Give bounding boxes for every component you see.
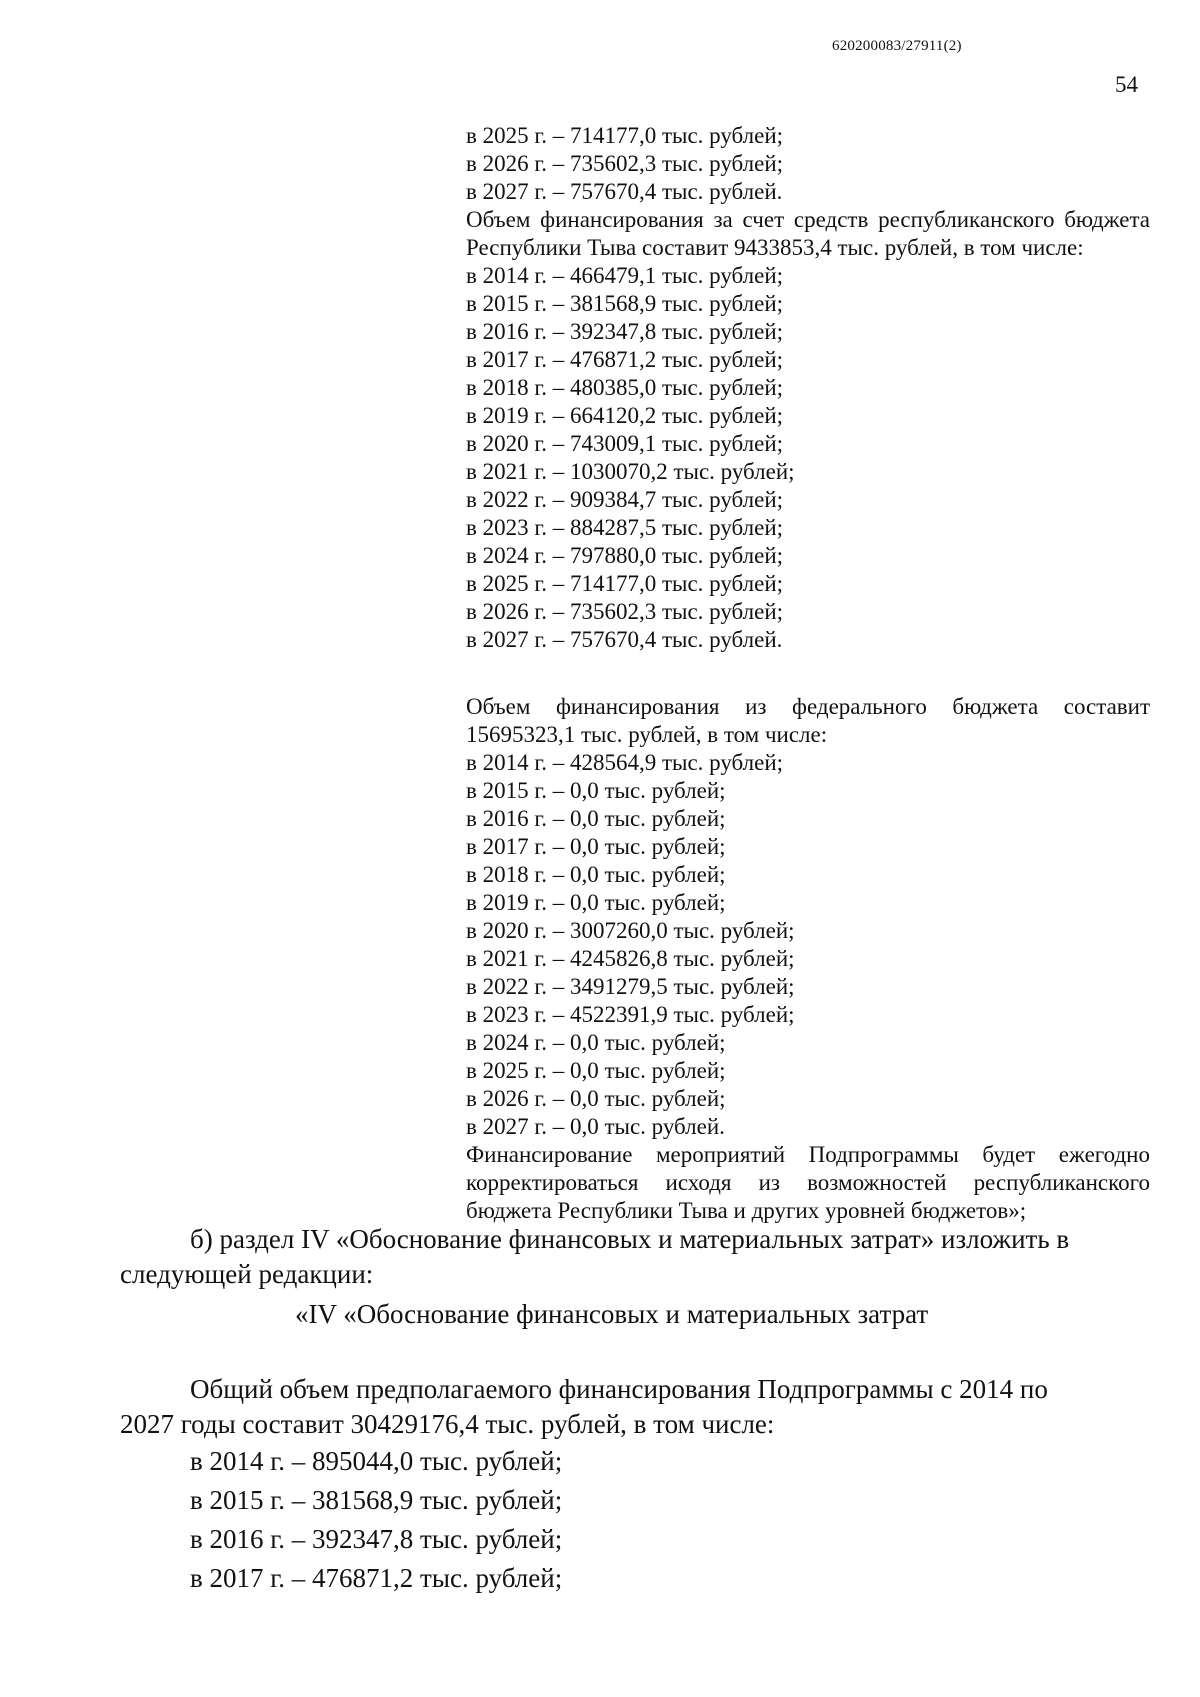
list-item: в 2023 г. – 4522391,9 тыс. рублей;	[466, 1002, 795, 1027]
list-item: в 2023 г. – 884287,5 тыс. рублей;	[466, 515, 784, 540]
list-item: в 2026 г. – 735602,3 тыс. рублей;	[466, 151, 784, 176]
list-item: в 2021 г. – 1030070,2 тыс. рублей;	[466, 459, 795, 484]
list-item: в 2014 г. – 466479,1 тыс. рублей;	[466, 263, 784, 288]
list-item: в 2016 г. – 392347,8 тыс. рублей;	[466, 319, 784, 344]
list-item: в 2015 г. – 0,0 тыс. рублей;	[466, 778, 726, 803]
list-item: в 2024 г. – 797880,0 тыс. рублей;	[466, 543, 784, 568]
list-item: в 2016 г. – 392347,8 тыс. рублей;	[190, 1524, 563, 1554]
funding-column-lower	[466, 693, 1150, 1225]
list-item: в 2025 г. – 0,0 тыс. рублей;	[466, 1058, 726, 1083]
closing-note: Финансирование мероприятий Подпрограммы будет ежегодно корректироваться исходя из возможностей республиканского бюджета Республики Тыва и других уровней бюджетов»;	[466, 1142, 1150, 1223]
list-item: в 2020 г. – 3007260,0 тыс. рублей;	[466, 918, 795, 943]
amendment-line-1: б) раздел IV «Обоснование финансовых и материальных затрат» изложить в	[190, 1224, 1070, 1254]
list-item: в 2017 г. – 0,0 тыс. рублей;	[466, 834, 726, 859]
list-item: в 2027 г. – 0,0 тыс. рублей.	[466, 1114, 725, 1139]
list-item: в 2017 г. – 476871,2 тыс. рублей;	[190, 1563, 563, 1593]
list-item: в 2014 г. – 428564,9 тыс. рублей;	[466, 750, 784, 775]
list-item: в 2019 г. – 0,0 тыс. рублей;	[466, 890, 726, 915]
list-item: в 2027 г. – 757670,4 тыс. рублей.	[466, 627, 783, 652]
list-item: в 2024 г. – 0,0 тыс. рублей;	[466, 1030, 726, 1055]
list-item: в 2022 г. – 3491279,5 тыс. рублей;	[466, 974, 795, 999]
document-id: 620200083/27911(2)	[832, 38, 962, 54]
summary-line-2: 2027 годы составит 30429176,4 тыс. рублей, в том числе:	[120, 1409, 775, 1439]
section-title: «IV «Обоснование финансовых и материальных затрат	[295, 1299, 929, 1329]
list-item: в 2017 г. – 476871,2 тыс. рублей;	[466, 347, 784, 372]
list-item: в 2026 г. – 0,0 тыс. рублей;	[466, 1086, 726, 1111]
list-item: в 2018 г. – 0,0 тыс. рублей;	[466, 862, 726, 887]
list-item: в 2025 г. – 714177,0 тыс. рублей;	[466, 571, 784, 596]
list-item: в 2019 г. – 664120,2 тыс. рублей;	[466, 403, 784, 428]
summary-line-1: Общий объем предполагаемого финансирования Подпрограммы с 2014 по	[190, 1374, 1048, 1404]
list-item: в 2026 г. – 735602,3 тыс. рублей;	[466, 599, 784, 624]
list-item: в 2022 г. – 909384,7 тыс. рублей;	[466, 487, 784, 512]
list-item: в 2020 г. – 743009,1 тыс. рублей;	[466, 431, 784, 456]
funding-column-upper	[466, 122, 1150, 654]
list-item: в 2015 г. – 381568,9 тыс. рублей;	[466, 291, 784, 316]
list-item: в 2015 г. – 381568,9 тыс. рублей;	[190, 1485, 563, 1515]
summary-paragraph	[120, 1372, 1150, 1598]
list-item: в 2021 г. – 4245826,8 тыс. рублей;	[466, 946, 795, 971]
page-number: 54	[1115, 72, 1138, 97]
federal-budget-intro: Объем финансирования из федерального бюджета составит 15695323,1 тыс. рублей, в том числе:	[466, 694, 1150, 747]
list-item: в 2027 г. – 757670,4 тыс. рублей.	[466, 179, 783, 204]
list-item: в 2016 г. – 0,0 тыс. рублей;	[466, 806, 726, 831]
list-item: в 2014 г. – 895044,0 тыс. рублей;	[190, 1446, 563, 1476]
list-item: в 2025 г. – 714177,0 тыс. рублей;	[466, 123, 784, 148]
amendment-paragraph	[120, 1222, 1150, 1292]
list-item: в 2018 г. – 480385,0 тыс. рублей;	[466, 375, 784, 400]
amendment-line-2: следующей редакции:	[120, 1259, 374, 1289]
republic-budget-intro: Объем финансирования за счет средств республиканского бюджета Республики Тыва составит 9433853,4 тыс. рублей, в том числе:	[466, 207, 1150, 260]
